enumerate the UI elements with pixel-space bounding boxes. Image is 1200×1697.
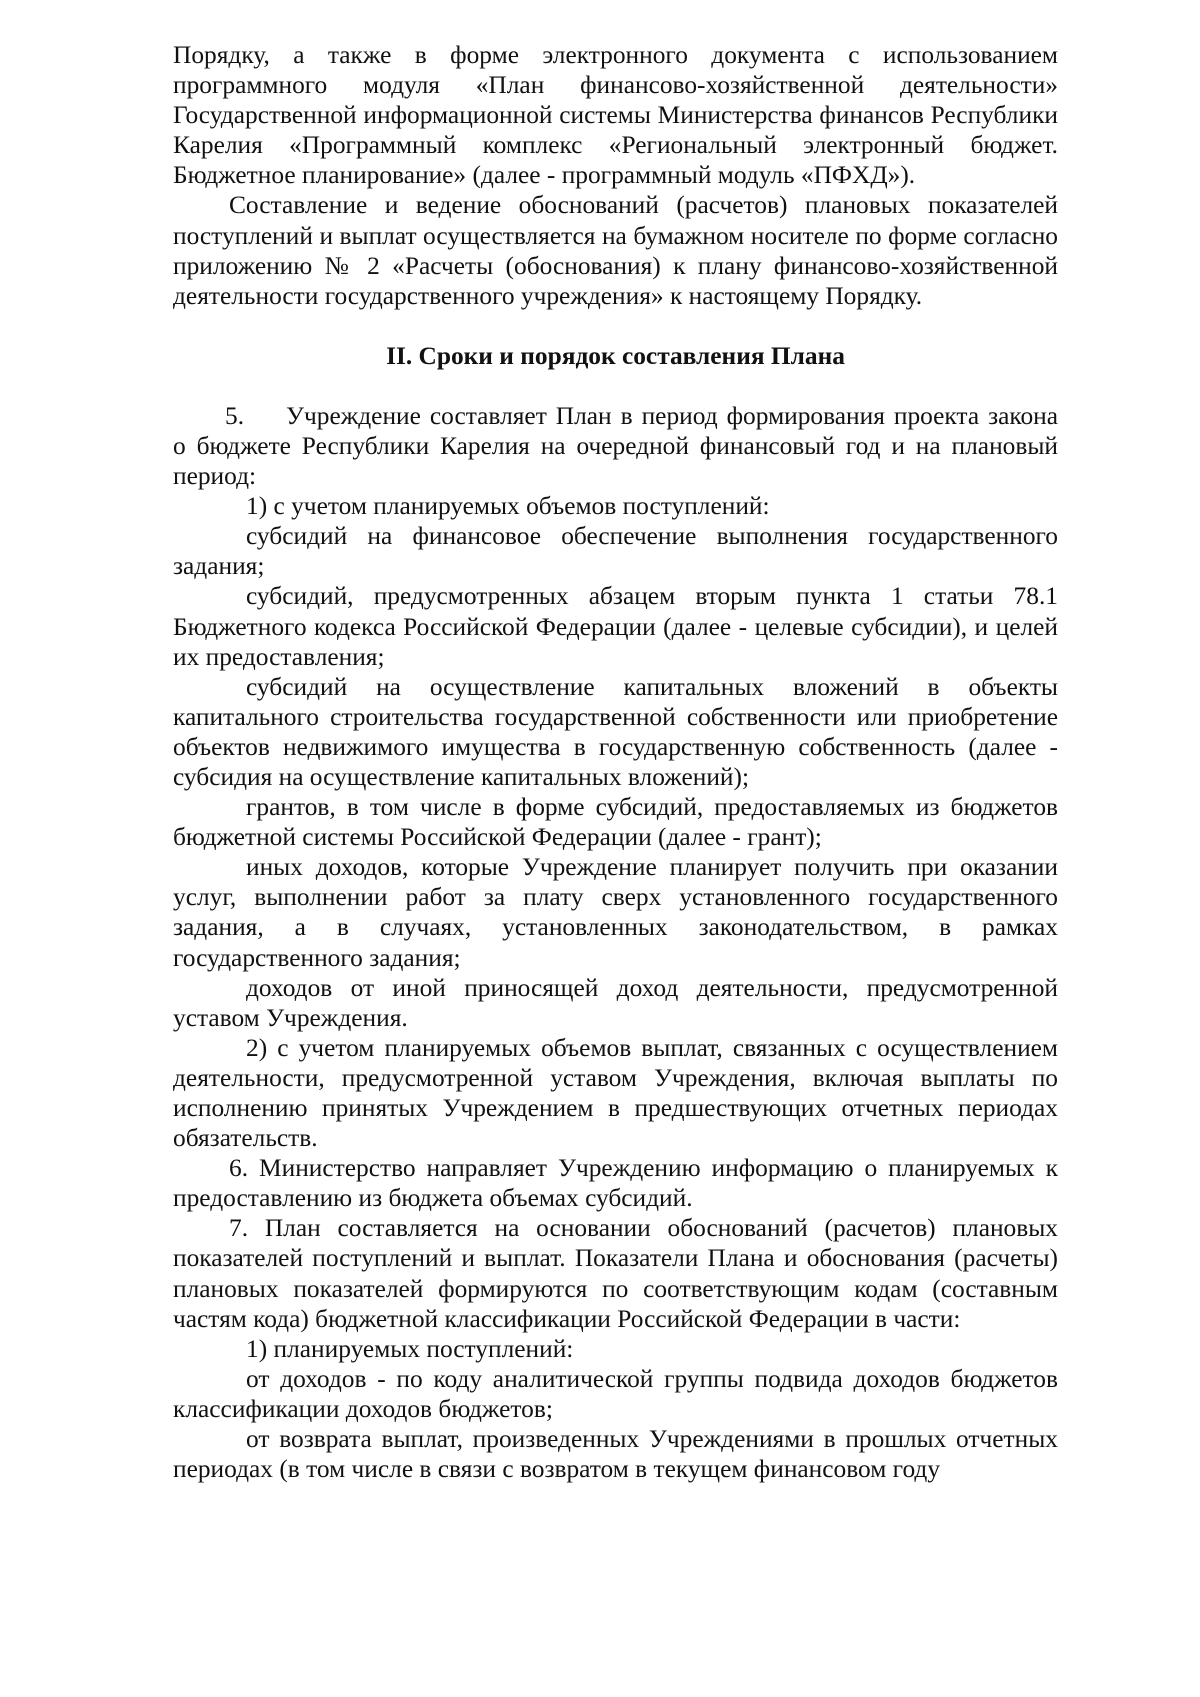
section-heading: II. Сроки и порядок составления Плана [386, 341, 845, 370]
item-5-sub-other-activity: доходов от иной приносящей доход деятельности, предусмотренной уставом Учреждения. [173, 973, 1058, 1032]
item-5-sub-capital-investments: субсидий на осуществление капитальных вложений в объекты капитального строительства государственной собственности или приобретение объектов недвижимого имущества в государственную собственность (далее - субсидия на осуществление капитальных вложений); [173, 672, 1058, 791]
item-5-sub-subsidies-task: субсидий на финансовое обеспечение выполнения государственного задания; [173, 522, 1058, 581]
item-5-sub-target-subsidies: субсидий, предусмотренных абзацем вторым пункта 1 статьи 78.1 Бюджетного кодекса Российской Федерации (далее - целевые субсидии), и целей их предоставления; [173, 582, 1058, 671]
item-5 [173, 401, 1058, 491]
paragraph-intro-continued: Порядку, а также в форме электронного документа с использованием программного модуля «План финансово-хозяйственной деятельности» Государственной информационной системы Министерства финансов Республики Карелия «Программный комплекс «Региональный электронный бюджет. Бюджетное планирование» (далее - программный модуль «ПФХД»). [173, 41, 1058, 190]
item-5-sub-1: 1) с учетом планируемых объемов поступлений: [246, 492, 770, 521]
item-6: 6. Министерство направляет Учреждению информацию о планируемых к предоставлению из бюджета объемах субсидий. [173, 1154, 1058, 1213]
item-7: 7. План составляется на основании обоснований (расчетов) плановых показателей поступлений и выплат. Показатели Плана и обоснования (расчеты) плановых показателей формируются по соответствующим кодам (составным частям кода) бюджетной классификации Российской Федерации в части: [173, 1214, 1058, 1333]
item-7-sub-refunds: от возврата выплат, произведенных Учреждениями в прошлых отчетных периодах (в том числе в связи с возвратом в текущем финансовом году [173, 1425, 1058, 1484]
item-5-sub-grants: грантов, в том числе в форме субсидий, предоставляемых из бюджетов бюджетной системы Российской Федерации (далее - грант); [173, 793, 1058, 852]
item-5-number: 5. [225, 401, 245, 430]
item-5-text: Учреждение составляет План в период формирования проекта закона о бюджете Республики Карелия на очередной финансовый год и на плановый период: [173, 401, 1058, 491]
item-5-sub-2: 2) с учетом планируемых объемов выплат, связанных с осуществлением деятельности, предусмотренной уставом Учреждения, включая выплаты по исполнению принятых Учреждением в предшествующих отчетных периодах обязательств. [173, 1033, 1058, 1153]
item-7-sub-1: 1) планируемых поступлений: [246, 1334, 574, 1363]
item-7-sub-income: от доходов - по коду аналитической группы подвида доходов бюджетов классификации доходов бюджетов; [173, 1364, 1058, 1423]
paragraph-justifications: Составление и ведение обоснований (расчетов) плановых показателей поступлений и выплат осуществляется на бумажном носителе по форме согласно приложению № 2 «Расчеты (обоснования) к плану финансово-хозяйственной деятельности государственного учреждения» к настоящему Порядку. [173, 191, 1058, 310]
item-5-sub-other-income: иных доходов, которые Учреждение планирует получить при оказании услуг, выполнении работ за плату сверх установленного государственного задания, а в случаях, установленных законодательством, в рамках государственного задания; [173, 853, 1058, 972]
